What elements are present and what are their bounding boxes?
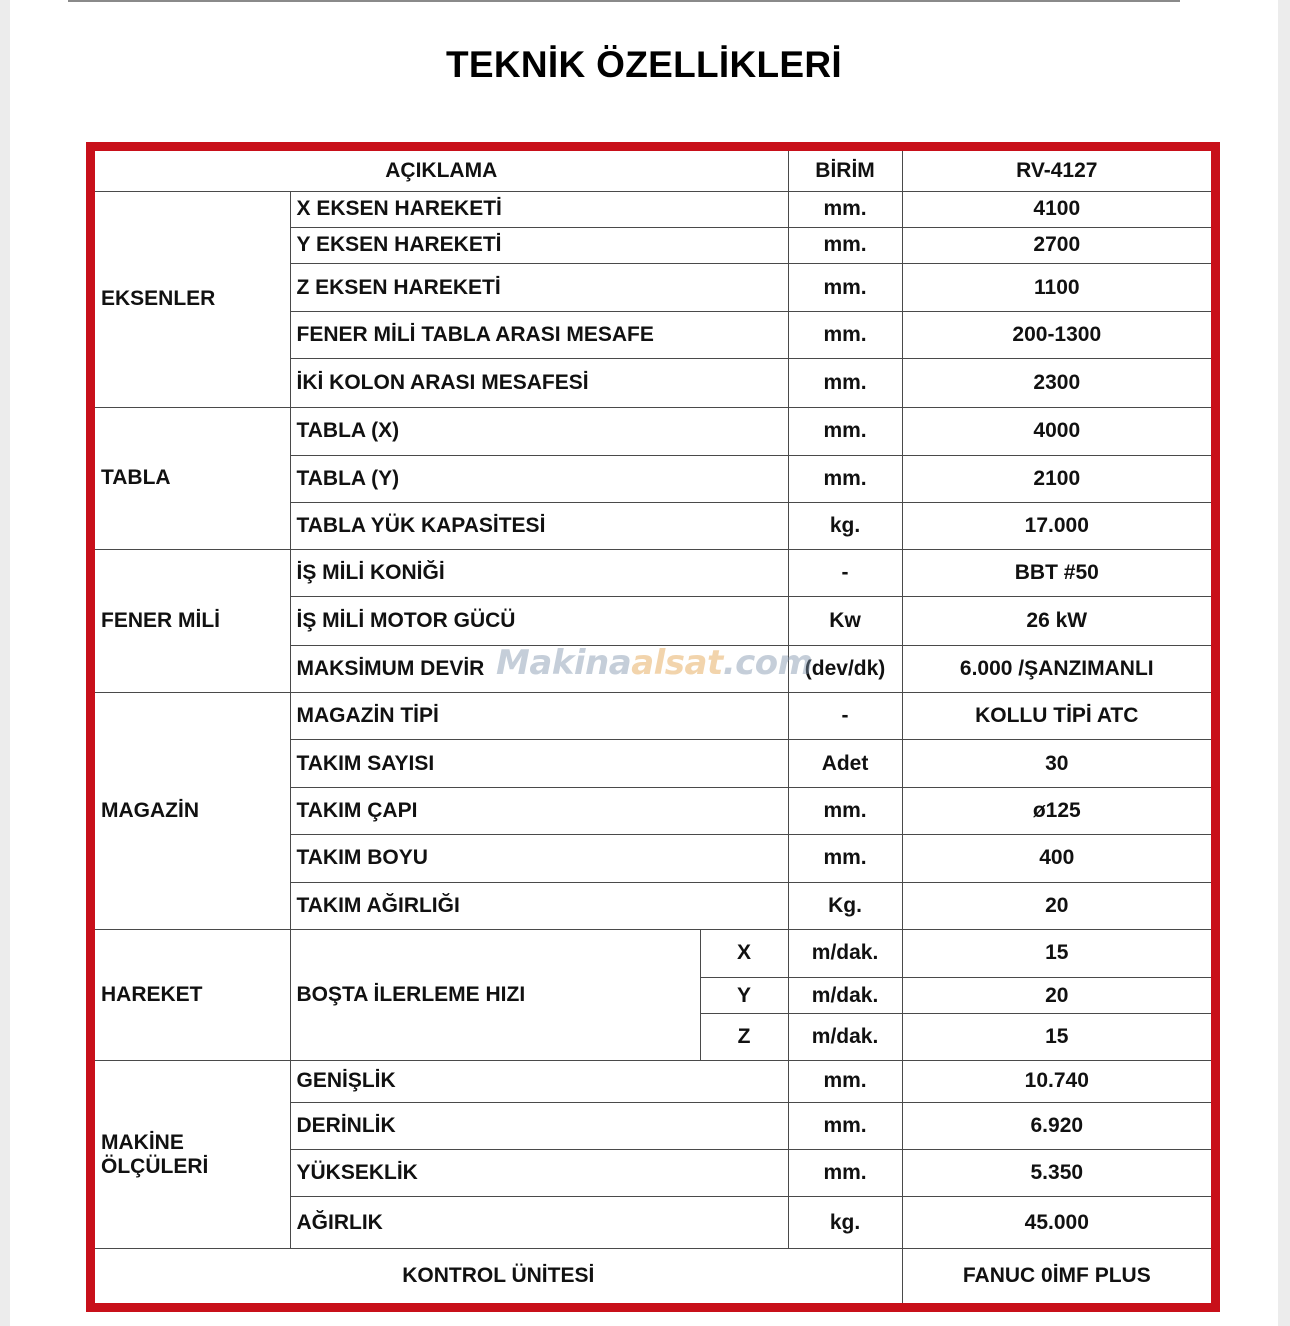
row-unit: kg. — [788, 503, 902, 550]
rapid-feed-label: BOŞTA İLERLEME HIZI — [290, 929, 700, 1061]
table-row — [95, 929, 1211, 977]
axis-label: Y — [700, 978, 788, 1014]
row-unit: Adet — [788, 740, 902, 788]
row-value: 2100 — [902, 455, 1211, 502]
row-label: TAKIM ÇAPI — [290, 788, 788, 835]
row-value: 4000 — [902, 407, 1211, 455]
row-value: ø125 — [902, 788, 1211, 835]
row-label: İŞ MİLİ MOTOR GÜCÜ — [290, 597, 788, 645]
table-row — [95, 191, 1211, 227]
row-unit: mm. — [788, 455, 902, 502]
header-description: AÇIKLAMA — [95, 151, 788, 191]
row-unit: m/dak. — [788, 929, 902, 977]
row-unit: mm. — [788, 835, 902, 882]
row-unit: mm. — [788, 407, 902, 455]
row-value: 17.000 — [902, 503, 1211, 550]
row-unit: mm. — [788, 227, 902, 263]
row-label: Y EKSEN HAREKETİ — [290, 227, 788, 263]
group-dimensions: MAKİNE ÖLÇÜLERİ — [95, 1061, 290, 1249]
row-label: TAKIM SAYISI — [290, 740, 788, 788]
row-unit: mm. — [788, 1102, 902, 1149]
row-label: MAGAZİN TİPİ — [290, 692, 788, 739]
row-label: GENİŞLİK — [290, 1061, 788, 1102]
row-unit: mm. — [788, 263, 902, 311]
row-value: 10.740 — [902, 1061, 1211, 1102]
row-unit: mm. — [788, 788, 902, 835]
row-value: 20 — [902, 882, 1211, 929]
page-title: TEKNİK ÖZELLİKLERİ — [446, 44, 842, 85]
table-row — [95, 1061, 1211, 1102]
row-value: 15 — [902, 1014, 1211, 1061]
row-label: İŞ MİLİ KONİĞİ — [290, 550, 788, 597]
row-label: İKİ KOLON ARASI MESAFESİ — [290, 359, 788, 407]
row-label: TAKIM AĞIRLIĞI — [290, 882, 788, 929]
row-label: DERİNLİK — [290, 1102, 788, 1149]
row-unit: mm. — [788, 359, 902, 407]
table-row — [95, 550, 1211, 597]
group-spindle: FENER MİLİ — [95, 550, 290, 693]
row-unit: m/dak. — [788, 1014, 902, 1061]
row-value: 400 — [902, 835, 1211, 882]
axis-label: X — [700, 929, 788, 977]
row-label: TABLA (Y) — [290, 455, 788, 502]
row-unit: - — [788, 692, 902, 739]
row-label: MAKSİMUM DEVİR — [290, 645, 788, 692]
watermark-logo: Makinaalsat.com — [496, 643, 813, 683]
group-table: TABLA — [95, 407, 290, 550]
control-row — [95, 1249, 1211, 1303]
row-value: 15 — [902, 929, 1211, 977]
row-unit: kg. — [788, 1196, 902, 1248]
control-label: KONTROL ÜNİTESİ — [95, 1249, 902, 1303]
row-label: FENER MİLİ TABLA ARASI MESAFE — [290, 312, 788, 359]
row-label: YÜKSEKLİK — [290, 1149, 788, 1196]
spec-table-frame — [86, 142, 1220, 1312]
row-value: 200-1300 — [902, 312, 1211, 359]
row-unit: mm. — [788, 1061, 902, 1102]
row-value: 5.350 — [902, 1149, 1211, 1196]
row-label: X EKSEN HAREKETİ — [290, 191, 788, 227]
row-unit: mm. — [788, 191, 902, 227]
row-value: BBT #50 — [902, 550, 1211, 597]
group-motion: HAREKET — [95, 929, 290, 1061]
row-unit: - — [788, 550, 902, 597]
document-page — [10, 0, 1278, 1326]
row-value: 4100 — [902, 191, 1211, 227]
header-unit: BİRİM — [788, 151, 902, 191]
row-unit: mm. — [788, 1149, 902, 1196]
row-value: KOLLU TİPİ ATC — [902, 692, 1211, 739]
group-axes: EKSENLER — [95, 191, 290, 407]
row-label: AĞIRLIK — [290, 1196, 788, 1248]
row-value: 30 — [902, 740, 1211, 788]
table-row — [95, 407, 1211, 455]
axis-label: Z — [700, 1014, 788, 1061]
row-unit: Kg. — [788, 882, 902, 929]
row-value: 45.000 — [902, 1196, 1211, 1248]
table-header-row — [95, 151, 1211, 191]
row-value: 6.000 /ŞANZIMANLI — [902, 645, 1211, 692]
row-label: Z EKSEN HAREKETİ — [290, 263, 788, 311]
row-value: 2300 — [902, 359, 1211, 407]
top-divider — [68, 0, 1180, 2]
row-unit: Kw — [788, 597, 902, 645]
row-label: TABLA (X) — [290, 407, 788, 455]
row-unit: m/dak. — [788, 978, 902, 1014]
group-magazine: MAGAZİN — [95, 692, 290, 929]
control-value: FANUC 0İMF PLUS — [902, 1249, 1211, 1303]
row-unit: mm. — [788, 312, 902, 359]
spec-table — [95, 151, 1211, 1303]
header-model: RV-4127 — [902, 151, 1211, 191]
row-value: 20 — [902, 978, 1211, 1014]
row-value: 1100 — [902, 263, 1211, 311]
row-value: 26 kW — [902, 597, 1211, 645]
row-unit: (dev/dk) — [788, 645, 902, 692]
table-row — [95, 692, 1211, 739]
row-label: TABLA YÜK KAPASİTESİ — [290, 503, 788, 550]
row-value: 6.920 — [902, 1102, 1211, 1149]
row-label: TAKIM BOYU — [290, 835, 788, 882]
row-value: 2700 — [902, 227, 1211, 263]
